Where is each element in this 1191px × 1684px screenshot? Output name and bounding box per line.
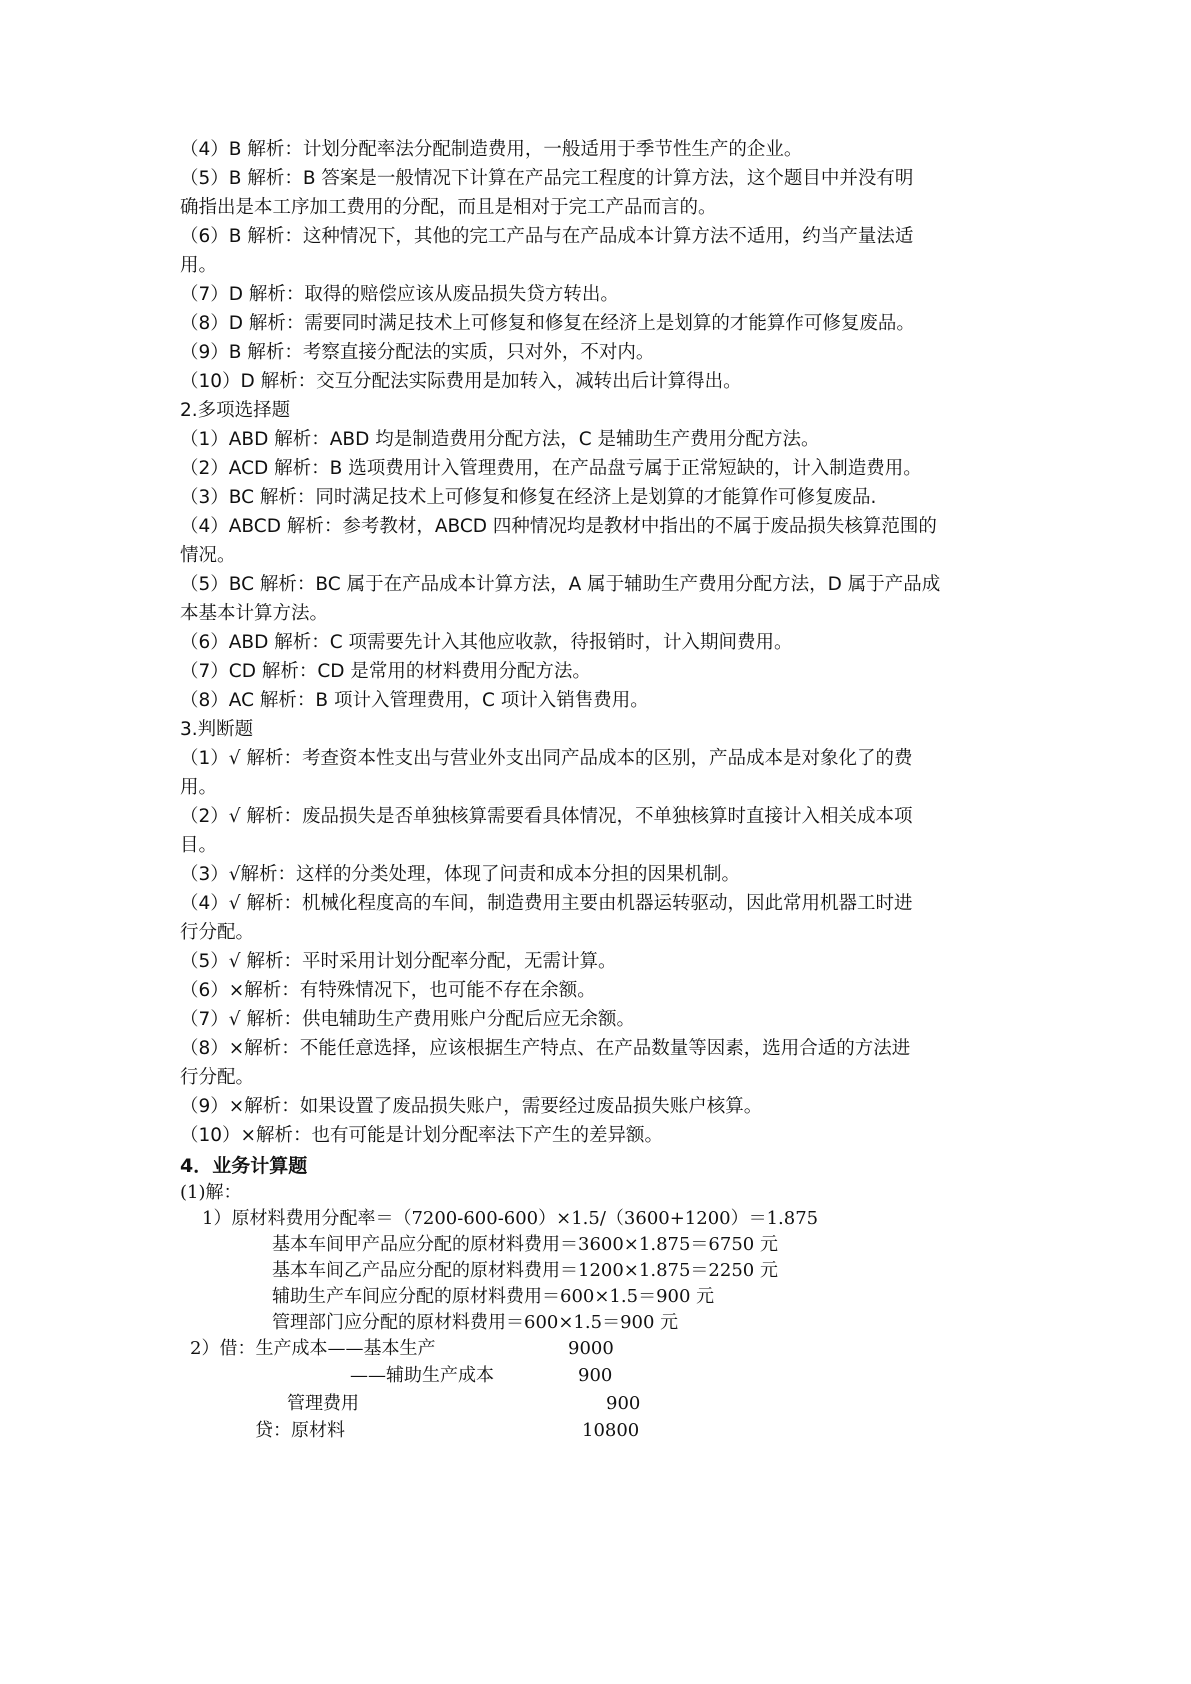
answer-line: 情况。 [180, 545, 236, 566]
entry-sub-label: ——辅助生产成本 [350, 1365, 494, 1386]
calc-line: 管理部门应分配的原材料费用＝600×1.5＝900 元 [272, 1312, 679, 1333]
calc-line: 辅助生产车间应分配的原材料费用＝600×1.5＝900 元 [272, 1286, 715, 1307]
answer-line: （5）B 解析：B 答案是一般情况下计算在产品完工程度的计算方法，这个题目中并没有明 [180, 168, 914, 189]
answer-line: （8）×解析：不能任意选择，应该根据生产特点、在产品数量等因素，选用合适的方法进 [180, 1038, 911, 1059]
answer-line: 用。 [180, 255, 218, 276]
answer-line: （5）√ 解析：平时采用计划分配率分配，无需计算。 [180, 951, 617, 972]
answer-line: （7）D 解析：取得的赔偿应该从废品损失贷方转出。 [180, 284, 619, 305]
answer-line: （8）D 解析：需要同时满足技术上可修复和修复在经济上是划算的才能算作可修复废品。 [180, 313, 915, 334]
answer-line: （4）B 解析：计划分配率法分配制造费用，一般适用于季节性生产的企业。 [180, 139, 803, 160]
answer-line: 本基本计算方法。 [180, 603, 329, 624]
answer-line: 用。 [180, 777, 218, 798]
section-heading: 2.多项选择题 [180, 400, 291, 421]
answer-line: （10）×解析：也有可能是计划分配率法下产生的差异额。 [180, 1125, 664, 1146]
entry-credit-label: 贷：原材料 [255, 1420, 345, 1441]
answer-line: 行分配。 [180, 922, 255, 943]
answer-line: （2）ACD 解析：B 选项费用计入管理费用，在产品盘亏属于正常短缺的，计入制造费用。 [180, 458, 922, 479]
entry-mgmt-label: 管理费用 [287, 1393, 359, 1414]
entry-debit-amount: 9000 [568, 1338, 614, 1359]
calc-step: 1）原材料费用分配率＝（7200-600-600）×1.5/（3600+1200）＝1.875 [202, 1208, 819, 1229]
answer-line: （6）ABD 解析：C 项需要先计入其他应收款，待报销时，计入期间费用。 [180, 632, 793, 653]
entry-credit-amount: 10800 [582, 1420, 640, 1441]
entry-sub-amount: 900 [578, 1365, 613, 1386]
calc-line: 基本车间甲产品应分配的原材料费用＝3600×1.875＝6750 元 [272, 1234, 778, 1255]
answer-line: （1）ABD 解析：ABD 均是制造费用分配方法，C 是辅助生产费用分配方法。 [180, 429, 820, 450]
answer-line: （2）√ 解析：废品损失是否单独核算需要看具体情况，不单独核算时直接计入相关成本项 [180, 806, 913, 827]
answer-line: （6）B 解析：这种情况下，其他的完工产品与在产品成本计算方法不适用，约当产量法适 [180, 226, 914, 247]
answer-line: （3）BC 解析：同时满足技术上可修复和修复在经济上是划算的才能算作可修复废品. [180, 487, 877, 508]
answer-line: （4）√ 解析：机械化程度高的车间，制造费用主要由机器运转驱动，因此常用机器工时进 [180, 893, 913, 914]
answer-line: （3）√解析：这样的分类处理，体现了问责和成本分担的因果机制。 [180, 864, 741, 885]
answer-line: （1）√ 解析：考查资本性支出与营业外支出同产品成本的区别，产品成本是对象化了的费 [180, 748, 913, 769]
answer-line: （7）CD 解析：CD 是常用的材料费用分配方法。 [180, 661, 591, 682]
section-heading: 3.判断题 [180, 719, 254, 740]
answer-line: （4）ABCD 解析：参考教材，ABCD 四种情况均是教材中指出的不属于废品损失核算范围的 [180, 516, 937, 537]
entry-debit-label: 2）借：生产成本——基本生产 [190, 1338, 436, 1359]
solution-label: (1)解： [180, 1182, 242, 1203]
answer-line: （9）×解析：如果设置了废品损失账户，需要经过废品损失账户核算。 [180, 1096, 763, 1117]
answer-line: （5）BC 解析：BC 属于在产品成本计算方法，A 属于辅助生产费用分配方法，D 属于产品成 [180, 574, 941, 595]
answer-line: 确指出是本工序加工费用的分配，而且是相对于完工产品而言的。 [180, 197, 717, 218]
answer-line: （9）B 解析：考察直接分配法的实质，只对外，不对内。 [180, 342, 655, 363]
answer-line: （8）AC 解析：B 项计入管理费用，C 项计入销售费用。 [180, 690, 649, 711]
answer-line: 行分配。 [180, 1067, 255, 1088]
answer-line: 目。 [180, 835, 218, 856]
answer-line: （7）√ 解析：供电辅助生产费用账户分配后应无余额。 [180, 1009, 635, 1030]
calc-line: 基本车间乙产品应分配的原材料费用＝1200×1.875＝2250 元 [272, 1260, 778, 1281]
section-heading: 4．业务计算题 [180, 1155, 308, 1177]
entry-mgmt-amount: 900 [606, 1393, 641, 1414]
answer-line: （10）D 解析：交互分配法实际费用是加转入，减转出后计算得出。 [180, 371, 742, 392]
answer-line: （6）×解析：有特殊情况下，也可能不存在余额。 [180, 980, 596, 1001]
